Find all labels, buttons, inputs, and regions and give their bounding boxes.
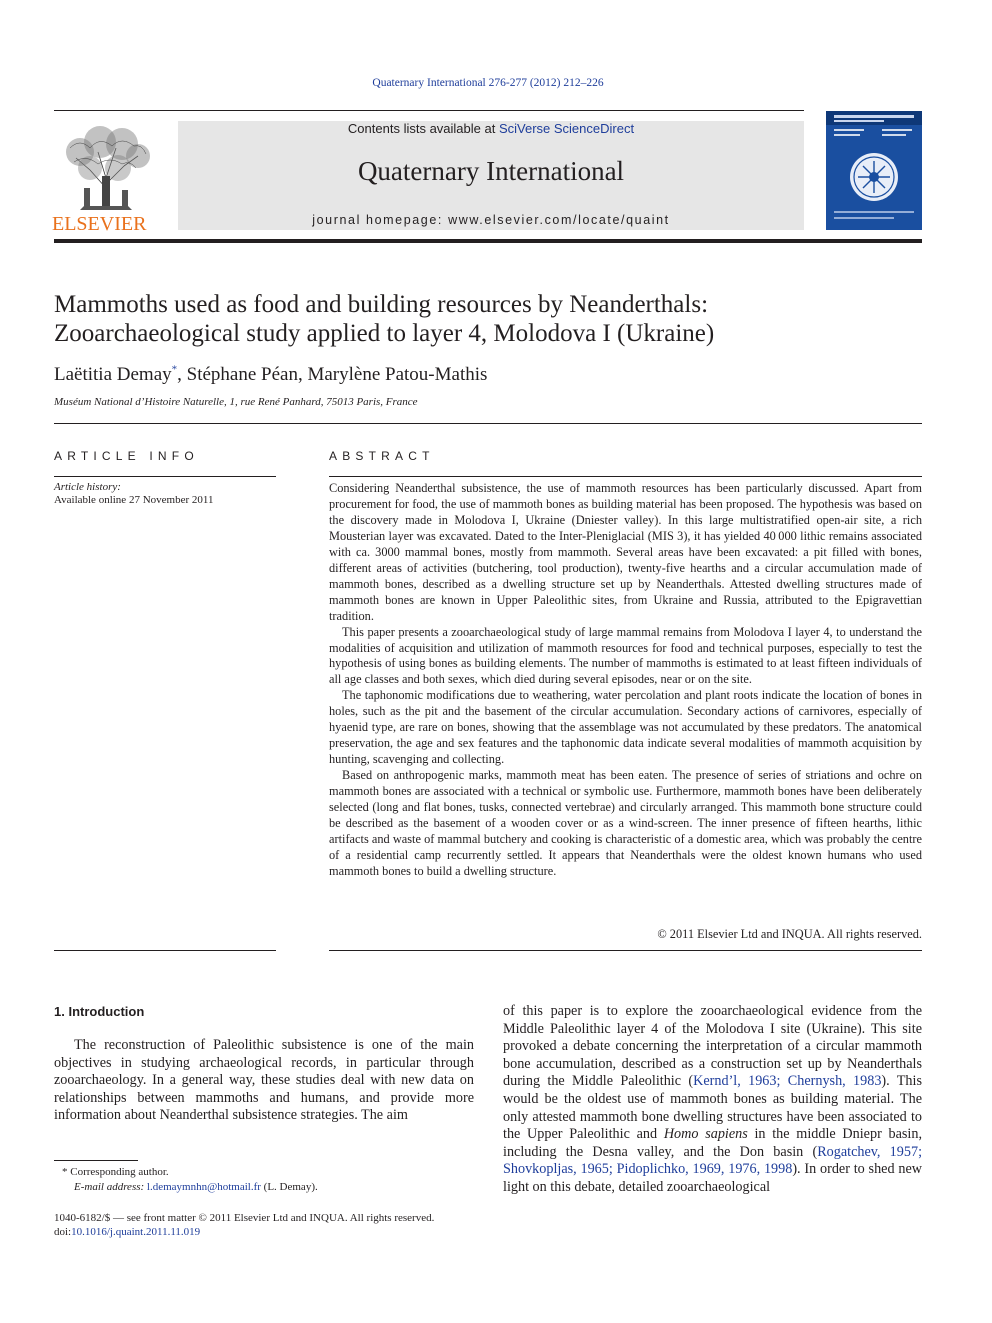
body-column-right: of this paper is to explore the zooarchaeological evidence from the Middle Paleolithic layer 4 of the Molodova I site (Ukraine). This site provoked a debate concerning the interpretation of a circular mammoth bone accumulation, described as a construction set up by Neanderthals during the Middle Paleolithic (Kernd’l, 1963; Chernysh, 1983). This would be the oldest use of mammoth bones as building material. The only attested mammoth bone dwelling structures have been associated to the Upper Paleolithic and Homo sapiens in the middle Dniepr basin, including the Desna valley, and the Don basin (Rogatchev, 1957; Shovkopljas, 1965; Pidoplichko, 1969, 1976, 1998). In order to shed new light on this debate, detailed zooarchaeological xyxy=(503,1003,923,1195)
author-name: Marylène Patou-Mathis xyxy=(307,364,488,385)
journal-cover-icon xyxy=(826,111,922,230)
homepage-link[interactable]: www.elsevier.com/locate/quaint xyxy=(448,213,670,227)
section-rule xyxy=(54,423,922,424)
abstract-paragraph: Based on anthropogenic marks, mammoth meat has been eaten. The presence of series of striations and ochre on mammoth bones are associated with a technical or symbolic use. Furthermore, mammoth bones have been deliberately selected (long and flat bones, tusks, connected vertebrae) and circularly arranged. This mammoth bone structure could be described as the basement of a wooden cover or as a wind-screen. The inner presence of fifteen hearths, lithic artifacts and waste of mammal butchery and cooking is characteristic of a domestic area, which was probably the centre of a residential camp recurrently settled. It appears that Neanderthals were the oldest known humans who used mammoth bones to build a dwelling structure. xyxy=(329,768,922,878)
reference-link[interactable]: Rogatchev, 1957 xyxy=(817,1143,919,1160)
article-title-line-2: Zooarchaeological study applied to layer 4, Molodova I (Ukraine) xyxy=(54,320,715,347)
contents-availability: Contents lists available at SciVerse ScienceDirect xyxy=(347,121,635,136)
author-name: Laëtitia Demay xyxy=(54,364,172,385)
elsevier-tree-icon xyxy=(50,118,162,234)
corresponding-author-mark[interactable]: * xyxy=(171,363,178,376)
footnote-corresponding-author: * Corresponding author. xyxy=(62,1166,169,1178)
abstract-bottom-rule xyxy=(329,950,922,951)
journal-cover-image[interactable] xyxy=(826,111,922,230)
abstract-paragraph: This paper presents a zooarchaeological study of large mammal remains from Molodova I layer 4, to understand the modalities of acquisition and utilization of mammoth resources for food and technical purposes, especially to test the hypothesis of using bones as building elements. The number of mammoths is estimated to at least fifteen individuals of all age classes and both sexes, which died during several episodes, near or on the site. xyxy=(329,624,922,687)
journal-citation[interactable]: Quaternary International 276-277 (2012) 212–226 xyxy=(372,77,604,89)
article-history-label: Article history: xyxy=(54,481,121,493)
abstract-heading: ABSTRACT xyxy=(329,449,435,463)
abstract-paragraph: Considering Neanderthal subsistence, the use of mammoth resources has been particularly discussed. Apart from procurement for food, the use of mammoth bones as building material has been proposed. The hypothesis was based on the discovery made in Molodova I, Ukraine (Dniester valley). In this large multistratified open-air site, a rich Mousterian layer was excavated. Dated to the Inter-Pleniglacial (MIS 3), it has yielded 40 000 lithic remains associated with ca. 3000 mammal bones, mostly from mammoth. Several areas have been excavated: a pit filled with bones, different areas of activities (butchering, tool production), twenty-five hearths and a circular accumulation made of mammoth bones, described as a dwelling structure set up by Neanderthals. Attested dwelling structures made of mammoth bones are known in Upper Paleolithic sites, from Ukraine and Russia, attributed to the Epigravettian tradition. xyxy=(329,481,922,623)
article-info-heading: ARTICLE INFO xyxy=(54,449,199,463)
section-heading-introduction: 1. Introduction xyxy=(54,1004,145,1019)
abstract-rule xyxy=(329,476,922,477)
abstract-copyright: © 2011 Elsevier Ltd and INQUA. All rights reserved. xyxy=(657,927,922,941)
author-list: Laëtitia Demay*, Stéphane Péan, Marylène Patou-Mathis xyxy=(54,363,488,385)
reference-link[interactable]: Kernd’l, 1963 xyxy=(693,1073,777,1090)
header-thick-rule xyxy=(54,239,922,243)
elsevier-wordmark: ELSEVIER xyxy=(52,213,147,234)
article-info-rule xyxy=(54,476,276,477)
abstract-paragraph: The taphonomic modifications due to weathering, water percolation and plant roots indicate the location of bones in holes, such as the pit and the basement of the circular accumulation. Secondary actions of carnivores, especially of hyaenid type, are rare on bones, showing that the assemblage was not accumulated by these predators. The anatomical preservation, the age and sex features and the taphonomic data indicate several modalities of mammoth acquisition by hunting, scavenging and collecting. xyxy=(329,688,922,767)
elsevier-tree-logo[interactable] xyxy=(50,118,162,234)
reference-link[interactable]: Shovkopljas, 1965 xyxy=(503,1161,609,1178)
email-link[interactable]: l.demaymnhn@hotmail.fr xyxy=(146,1181,261,1193)
author-affiliation: Muséum National d’Histoire Naturelle, 1, rue René Panhard, 75013 Paris, France xyxy=(54,396,418,408)
body-column-left: The reconstruction of Paleolithic subsistence is one of the main objectives in studying archaeological records, in particular through zooarchaeology. In a general way, these studies deal with new data on relationships between mammoths and humans, and provide more information about Neanderthal subsistence strategies. The aim xyxy=(54,1037,474,1124)
issn-line: 1040-6182/$ — see front matter © 2011 Elsevier Ltd and INQUA. All rights reserved. xyxy=(54,1212,435,1224)
sciencedirect-link[interactable]: SciVerse ScienceDirect xyxy=(498,121,635,136)
reference-link[interactable]: Pidoplichko, 1969, 1976, 1998 xyxy=(616,1161,793,1178)
article-history-value: Available online 27 November 2011 xyxy=(54,494,214,506)
journal-homepage: journal homepage: www.elsevier.com/locate/quaint xyxy=(312,213,670,227)
footnote-email: E-mail address: l.demaymnhn@hotmail.fr (L. Demay). xyxy=(74,1181,318,1193)
author-name: Stéphane Péan xyxy=(186,364,298,385)
journal-title: Quaternary International xyxy=(357,156,625,186)
footnote-rule xyxy=(54,1160,138,1161)
abstract-body xyxy=(329,481,922,880)
article-title xyxy=(54,290,924,348)
species-name: Homo sapiens xyxy=(663,1126,748,1143)
header-top-rule xyxy=(54,110,804,111)
doi-link[interactable]: 10.1016/j.quaint.2011.11.019 xyxy=(71,1226,201,1238)
reference-link[interactable]: Chernysh, 1983 xyxy=(787,1073,882,1090)
article-info-bottom-rule xyxy=(54,950,276,951)
doi-line: doi:10.1016/j.quaint.2011.11.019 xyxy=(54,1226,201,1238)
article-title-line-1: Mammoths used as food and building resources by Neanderthals: xyxy=(54,291,709,318)
